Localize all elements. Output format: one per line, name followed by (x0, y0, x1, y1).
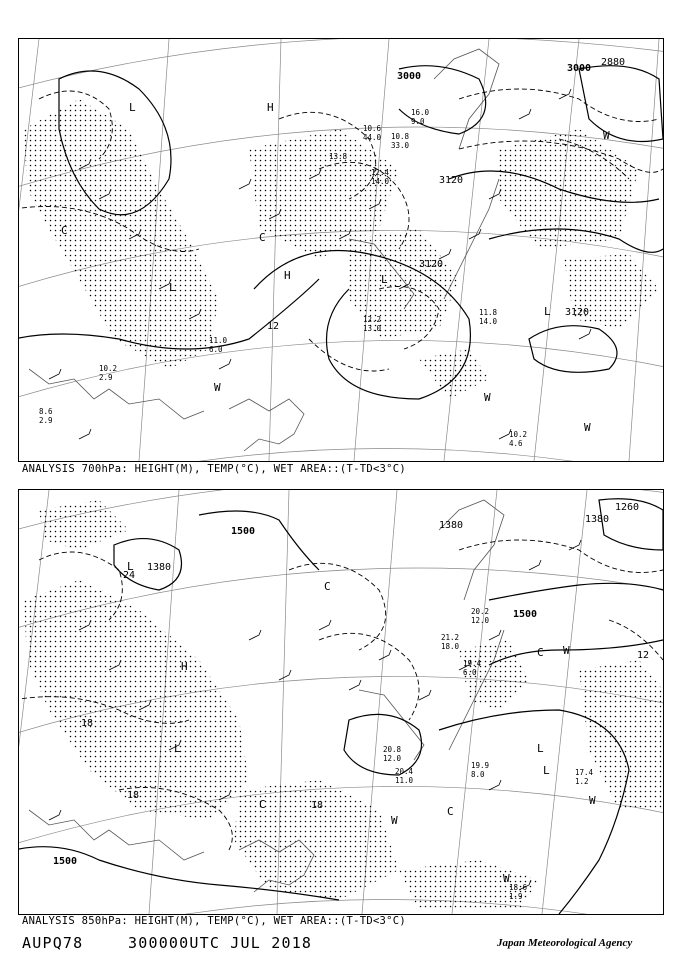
map-850hpa-canvas (19, 490, 663, 914)
obs-dewpoint: 1.9 (509, 892, 523, 901)
obs-temp: 10.2 (99, 364, 118, 373)
obs-dewpoint: 12.0 (471, 616, 490, 625)
obs-temp: 12.2 (363, 315, 382, 324)
low-marker: L (129, 101, 136, 114)
isotherm-label: 18 (81, 718, 94, 729)
caption-700hpa: ANALYSIS 700hPa: HEIGHT(M), TEMP(°C), WET AREA::(T-TD<3°C) (22, 463, 407, 475)
cold-marker: C (61, 224, 68, 237)
low-marker: L (537, 742, 544, 755)
isotherm-label: 24 (123, 570, 136, 581)
contour-label: 1500 (513, 609, 538, 620)
obs-temp: 10.6 (363, 124, 382, 133)
cold-marker: C (259, 798, 266, 811)
cold-marker: C (324, 580, 331, 593)
obs-temp: 8.6 (39, 407, 53, 416)
obs-dewpoint: 33.0 (391, 141, 410, 150)
contour-label: 3000 (397, 71, 422, 82)
obs-dewpoint: 12.0 (383, 754, 402, 763)
caption-850hpa: ANALYSIS 850hPa: HEIGHT(M), TEMP(°C), WET AREA::(T-TD<3°C) (22, 915, 407, 927)
isotherm-label: 18 (311, 800, 324, 811)
contour-label: 1380 (439, 520, 464, 531)
contour-label: 2880 (601, 57, 626, 68)
obs-dewpoint: 2.9 (39, 416, 53, 425)
low-marker: L (544, 305, 551, 318)
isotherm-label: 12 (637, 650, 650, 661)
obs-dewpoint: 9.0 (411, 117, 425, 126)
obs-dewpoint: 13.0 (363, 324, 382, 333)
warm-marker: W (503, 872, 510, 885)
obs-dewpoint: 18.0 (441, 642, 460, 651)
contour-label: 1500 (231, 526, 256, 537)
warm-marker: W (391, 814, 398, 827)
high-marker: H (267, 101, 274, 114)
contour-label: 1500 (53, 856, 78, 867)
obs-temp: 10.2 (509, 430, 528, 439)
contour-label: 3120 (565, 307, 590, 318)
contour-label: 1260 (615, 502, 640, 513)
contour-label: 1380 (585, 514, 610, 525)
low-marker: L (169, 281, 176, 294)
obs-dewpoint: 8.0 (471, 770, 485, 779)
obs-dewpoint: 14.0 (479, 317, 498, 326)
warm-marker: W (584, 421, 591, 434)
isotherm-label: 12 (267, 321, 280, 332)
high-marker: H (284, 269, 291, 282)
bulletin-code: AUPQ78 (22, 934, 84, 952)
obs-dewpoint: 6.0 (209, 345, 223, 354)
obs-temp: 11.8 (479, 308, 498, 317)
obs-dewpoint: 14.0 (371, 177, 390, 186)
isotherm-label: 18 (127, 790, 140, 801)
obs-dewpoint: 44.0 (363, 133, 382, 142)
low-marker: L (381, 273, 388, 286)
map-700hpa-canvas (19, 39, 663, 461)
warm-marker: W (214, 381, 221, 394)
cold-marker: C (537, 646, 544, 659)
contour-label: 3120 (439, 175, 464, 186)
analysis-datetime: 300000UTC JUL 2018 (128, 934, 313, 952)
obs-dewpoint: 4.6 (509, 439, 523, 448)
obs-temp: 12.4 (371, 168, 390, 177)
warm-marker: W (563, 644, 570, 657)
obs-temp: 20.8 (383, 745, 402, 754)
agency-name: Japan Meteorological Agency (497, 937, 633, 949)
map-850hpa (18, 489, 664, 915)
contour-label: 1380 (147, 562, 172, 573)
obs-temp: 19.4 (463, 659, 482, 668)
obs-temp: 10.8 (391, 132, 410, 141)
obs-dewpoint: 1.2 (575, 777, 589, 786)
obs-temp: 20.4 (395, 767, 414, 776)
low-marker: L (543, 764, 550, 777)
cold-marker: C (447, 805, 454, 818)
low-marker: L (174, 742, 181, 755)
obs-dewpoint: 2.9 (99, 373, 113, 382)
warm-marker: W (603, 129, 610, 142)
obs-temp: 11.0 (209, 336, 228, 345)
contour-label: 3000 (567, 63, 592, 74)
warm-marker: W (484, 391, 491, 404)
low-marker: L (127, 560, 134, 573)
high-marker: H (181, 660, 188, 673)
map-700hpa (18, 38, 664, 462)
obs-temp: 17.4 (575, 768, 594, 777)
obs-temp: 16.0 (411, 108, 430, 117)
obs-temp: 21.2 (441, 633, 460, 642)
obs-temp: 18.6 (509, 883, 528, 892)
contour-label: 3120 (419, 259, 444, 270)
obs-dewpoint: 11.0 (395, 776, 414, 785)
wet-areas (24, 500, 663, 910)
warm-marker: W (589, 794, 596, 807)
obs-temp: 13.8 (329, 152, 348, 161)
obs-temp: 19.9 (471, 761, 490, 770)
obs-dewpoint: 6.0 (463, 668, 477, 677)
obs-temp: 20.2 (471, 607, 490, 616)
cold-marker: C (259, 231, 266, 244)
